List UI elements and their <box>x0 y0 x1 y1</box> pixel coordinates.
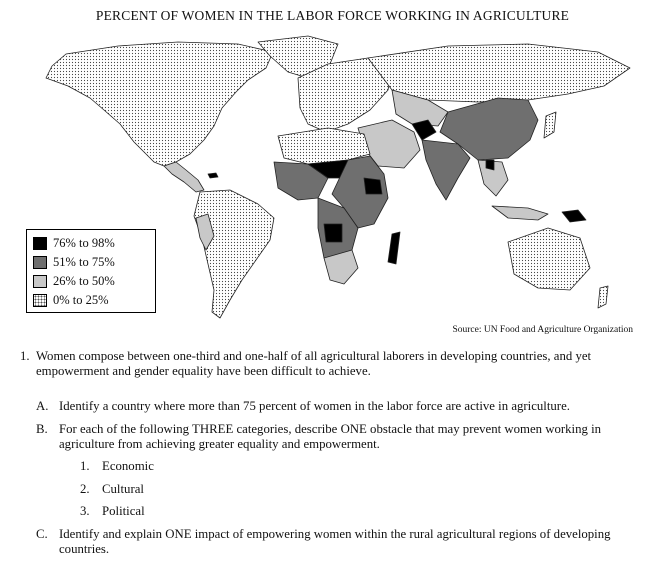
legend-item <box>33 291 155 310</box>
ethiopia <box>364 178 382 194</box>
north-asia <box>368 44 630 102</box>
part-text: Identify a country where more than 75 percent of women in the labor force are active in agriculture. <box>59 399 570 413</box>
legend-swatch-light <box>33 275 47 288</box>
papua-new-guinea <box>562 210 586 222</box>
map-title: PERCENT OF WOMEN IN THE LABOR FORCE WORKING IN AGRICULTURE <box>95 8 570 23</box>
madagascar <box>388 232 400 264</box>
south-america <box>194 190 274 318</box>
congo-basin <box>324 224 342 242</box>
map-legend <box>26 229 156 313</box>
legend-swatch-dotted <box>33 294 47 307</box>
part-text: For each of the following THREE categories, describe ONE obstacle that may prevent women working in agriculture from achieving greater equality and empowerment. <box>59 422 602 451</box>
central-america <box>164 162 204 192</box>
indonesia <box>492 206 548 220</box>
category-number: 2. <box>80 482 90 496</box>
legend-label: 76% to 98% <box>53 236 115 250</box>
part-letter: C. <box>36 527 48 541</box>
category-economic <box>80 459 154 474</box>
source-note: Source: UN Food and Agriculture Organization <box>452 325 633 335</box>
legend-swatch-black <box>33 237 47 250</box>
legend-item <box>33 253 155 272</box>
legend-swatch-dark <box>33 256 47 269</box>
legend-label: 26% to 50% <box>53 274 115 288</box>
question-number: 1. <box>20 349 30 363</box>
part-text: Identify and explain ONE impact of empowering women within the rural agricultural regions of developing countries. <box>59 527 611 556</box>
new-zealand <box>598 286 608 308</box>
category-cultural <box>80 482 144 497</box>
australia <box>508 228 590 290</box>
legend-label: 51% to 75% <box>53 255 115 269</box>
legend-item <box>33 234 155 253</box>
question-text: Women compose between one-third and one-half of all agricultural laborers in developing countries, and yet empowerment and gender equality have been difficult to achieve. <box>36 349 592 378</box>
laos <box>486 160 494 170</box>
legend-label: 0% to 25% <box>53 293 109 307</box>
japan <box>544 112 556 138</box>
part-letter: B. <box>36 422 48 436</box>
legend-item <box>33 272 155 291</box>
category-label: Political <box>102 504 145 518</box>
part-letter: A. <box>36 399 49 413</box>
category-number: 3. <box>80 504 90 518</box>
category-number: 1. <box>80 459 90 473</box>
category-political <box>80 504 145 519</box>
south-asia <box>422 140 470 200</box>
category-label: Economic <box>102 459 154 473</box>
category-label: Cultural <box>102 482 144 496</box>
north-america <box>46 42 273 166</box>
caribbean <box>208 173 218 178</box>
